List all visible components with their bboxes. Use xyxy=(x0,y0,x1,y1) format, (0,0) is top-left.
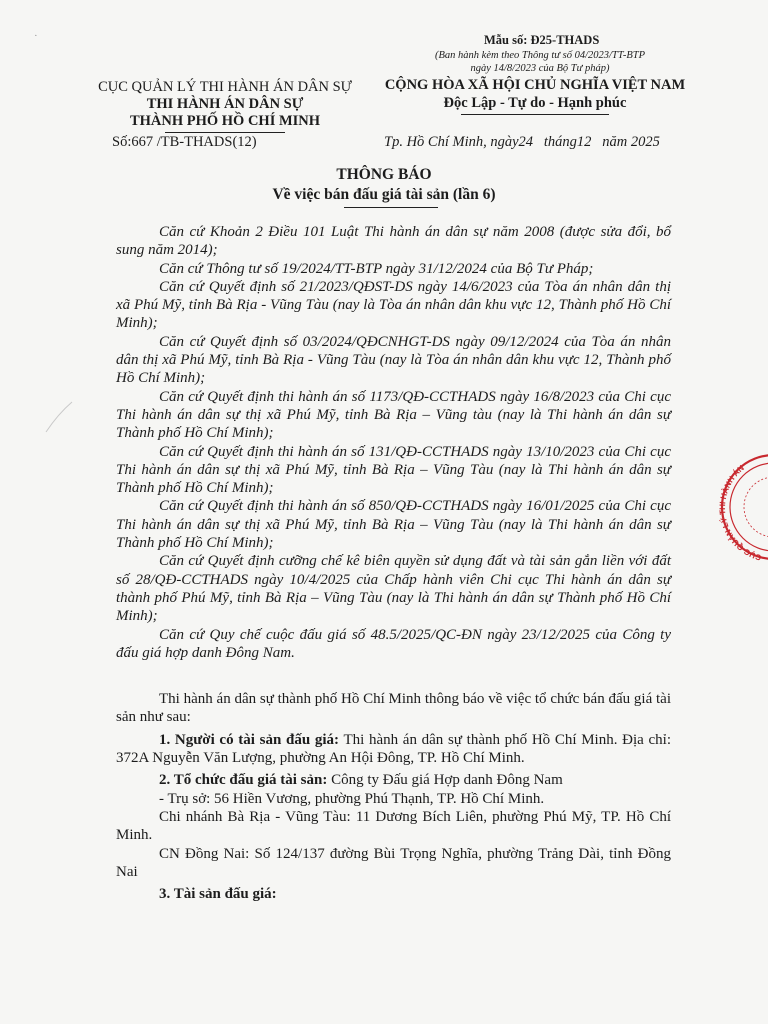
branch-office: Chi nhánh Bà Rịa - Vũng Tàu: 11 Dương Bích Liên, phường Phú Mỹ, TP. Hồ Chí Minh. xyxy=(116,808,671,844)
basis-item: Căn cứ Quyết định số 21/2023/QĐST-DS ngày 14/6/2023 của Tòa án nhân dân thị xã Phú Mỹ, tỉnh Bà Rịa - Vũng Tàu (nay là Tòa án nhân dân khu vực 12, Thành phố Hồ Chí Minh); xyxy=(116,278,671,332)
document-number: Số:667 /TB-THADS(12) xyxy=(112,134,257,150)
section-3 xyxy=(116,885,671,903)
nation-motto: Độc Lập - Tự do - Hạnh phúc xyxy=(443,95,627,111)
pencil-mark xyxy=(44,400,74,434)
legal-basis-list xyxy=(116,223,671,662)
place-date: Tp. Hồ Chí Minh, ngày24 tháng12 năm 2025 xyxy=(384,134,660,150)
section-1-text: Thi hành án dân sự thành phố Hồ Chí Minh. Địa chỉ: 372A Nguyễn Văn Lượng, phường An Hội Đông, TP. Hồ Chí Minh. xyxy=(116,731,671,767)
document-subtitle: Về việc bán đấu giá tài sản (lần 6) xyxy=(272,186,496,203)
basis-item: Căn cứ Quyết định cưỡng chế kê biên quyền sử dụng đất và tài sản gắn liền với đất số 28/QĐ-CCTHADS ngày 10/4/2025 của Chấp hành viên Chi cục Thi hành án dân sự thành phố Phú Mỹ, tỉnh Bà Rịa – Vũng Tàu (nay là Thi hành án dân sự Thành phố Hồ Chí Minh); xyxy=(116,553,671,625)
section-1-heading: 1. Người có tài sản đấu giá: xyxy=(159,731,340,748)
agency-header xyxy=(80,78,370,133)
section-3-heading: 3. Tài sản đấu giá: xyxy=(159,886,277,903)
head-office: - Trụ sở: 56 Hiền Vương, phường Phú Thạnh, TP. Hồ Chí Minh. xyxy=(159,790,545,807)
basis-item: Căn cứ Thông tư số 19/2024/TT-BTP ngày 31/12/2024 của Bộ Tư Pháp; xyxy=(159,260,594,277)
nation-line1: CỘNG HÒA XÃ HỘI CHỦ NGHĨA VIỆT NAM xyxy=(384,77,686,93)
basis-item: Căn cứ Quyết định thi hành án số 1173/QĐ-CCTHADS ngày 16/8/2023 của Chi cục Thi hành án dân sự thị xã Phú Mỹ, tỉnh Bà Rịa – Vũng tàu (nay là Thi hành án dân sự Thành phố Hồ Chí Minh); xyxy=(116,388,671,442)
agency-underline xyxy=(165,132,285,133)
form-note xyxy=(390,49,690,75)
subtitle-underline xyxy=(344,207,438,208)
spacer xyxy=(116,662,671,690)
dongnai-office: CN Đồng Nai: Số 124/137 đường Bùi Trọng Nghĩa, phường Trảng Dài, tỉnh Đồng Nai xyxy=(116,845,671,880)
document-body xyxy=(116,223,671,903)
scan-mark: · xyxy=(34,30,38,42)
nation-header xyxy=(380,76,690,115)
motto-underline xyxy=(461,114,609,115)
section-2-text: Công ty Đấu giá Hợp danh Đông Nam xyxy=(327,772,563,789)
basis-item: Căn cứ Khoản 2 Điều 101 Luật Thi hành án dân sự năm 2008 (được sửa đổi, bổ sung năm 2014); xyxy=(116,224,671,259)
section-1 xyxy=(116,731,671,768)
form-note-line2: ngày 14/8/2023 của Bộ Tư pháp) xyxy=(470,63,610,74)
seal-text: CỤC QUẢN LÝ THI HÀNH ÁN xyxy=(717,463,763,562)
basis-item: Căn cứ Quyết định số 03/2024/QĐCNHGT-DS ngày 09/12/2024 của Tòa án nhân dân thị xã Phú Mỹ, tỉnh Bà Rịa - Vũng Tàu (nay là Tòa án nhân dân khu vực 12, Thành phố Hồ Chí Minh); xyxy=(116,333,671,387)
agency-line1: CỤC QUẢN LÝ THI HÀNH ÁN DÂN SỰ xyxy=(98,79,352,95)
official-seal-stamp xyxy=(712,452,768,562)
form-note-line1: (Ban hành kèm theo Thông tư số 04/2023/TT-BTP xyxy=(435,50,645,61)
section-2-heading: 2. Tổ chức đấu giá tài sản: xyxy=(159,772,328,789)
document-title: THÔNG BÁO xyxy=(336,166,432,183)
agency-line2: THI HÀNH ÁN DÂN SỰ xyxy=(146,96,304,112)
agency-line3: THÀNH PHỐ HỒ CHÍ MINH xyxy=(129,113,321,129)
basis-item: Căn cứ Quy chế cuộc đấu giá số 48.5/2025/QC-ĐN ngày 23/12/2025 của Công ty đấu giá hợp danh Đông Nam. xyxy=(116,626,671,661)
basis-item: Căn cứ Quyết định thi hành án số 131/QĐ-CCTHADS ngày 13/10/2023 của Chi cục Thi hành án dân sự thị xã Phú Mỹ, tỉnh Bà Rịa – Vũng Tàu (nay là Thi hành án dân sự Thành phố Hồ Chí Minh); xyxy=(116,443,671,497)
basis-item: Căn cứ Quyết định thi hành án số 850/QĐ-CCTHADS ngày 16/01/2025 của Chi cục Thi hành án dân sự thị xã Phú Mỹ, tỉnh Bà Rịa – Vũng Tàu (nay là Thi hành án dân sự Thành phố Hồ Chí Minh); xyxy=(116,498,671,552)
form-code: Mẫu số: Đ25-THADS xyxy=(484,33,600,47)
intro-paragraph: Thi hành án dân sự thành phố Hồ Chí Minh thông báo về việc tổ chức bán đấu giá tài sản như sau: xyxy=(116,691,671,726)
section-2 xyxy=(116,771,671,789)
